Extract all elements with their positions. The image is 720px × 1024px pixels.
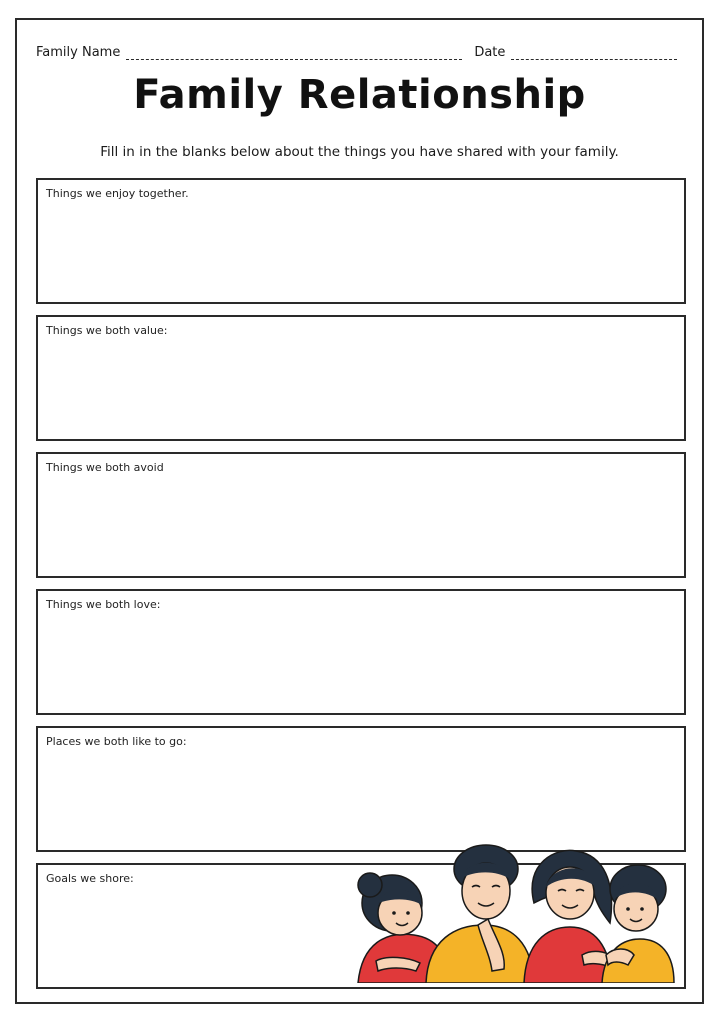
prompt-box-love[interactable] <box>36 589 686 715</box>
prompt-box-places[interactable] <box>36 726 686 852</box>
prompt-box-enjoy-together[interactable] <box>36 178 686 304</box>
date-field[interactable] <box>511 46 677 60</box>
family-name-field[interactable] <box>126 46 462 60</box>
prompt-label: Places we both like to go: <box>46 735 187 748</box>
date-label: Date <box>474 45 506 60</box>
family-illustration-icon <box>356 843 676 983</box>
prompt-label: Things we enjoy together. <box>46 187 189 200</box>
prompt-label: Things we both avoid <box>46 461 164 474</box>
prompt-box-value[interactable] <box>36 315 686 441</box>
prompt-label: Things we both love: <box>46 598 161 611</box>
father-figure <box>426 845 534 983</box>
header-row <box>36 38 686 60</box>
prompt-label: Goals we shore: <box>46 872 134 885</box>
mother-figure <box>524 850 612 983</box>
instructions-text: Fill in in the blanks below about the things you have shared with your family. <box>100 144 619 160</box>
boy-right-figure <box>602 865 674 983</box>
page-title: Family Relationship <box>133 72 586 118</box>
family-name-label: Family Name <box>36 45 121 60</box>
prompt-box-goals[interactable] <box>36 863 686 989</box>
worksheet-page <box>15 18 704 1004</box>
prompt-box-avoid[interactable] <box>36 452 686 578</box>
prompt-label: Things we both value: <box>46 324 168 337</box>
